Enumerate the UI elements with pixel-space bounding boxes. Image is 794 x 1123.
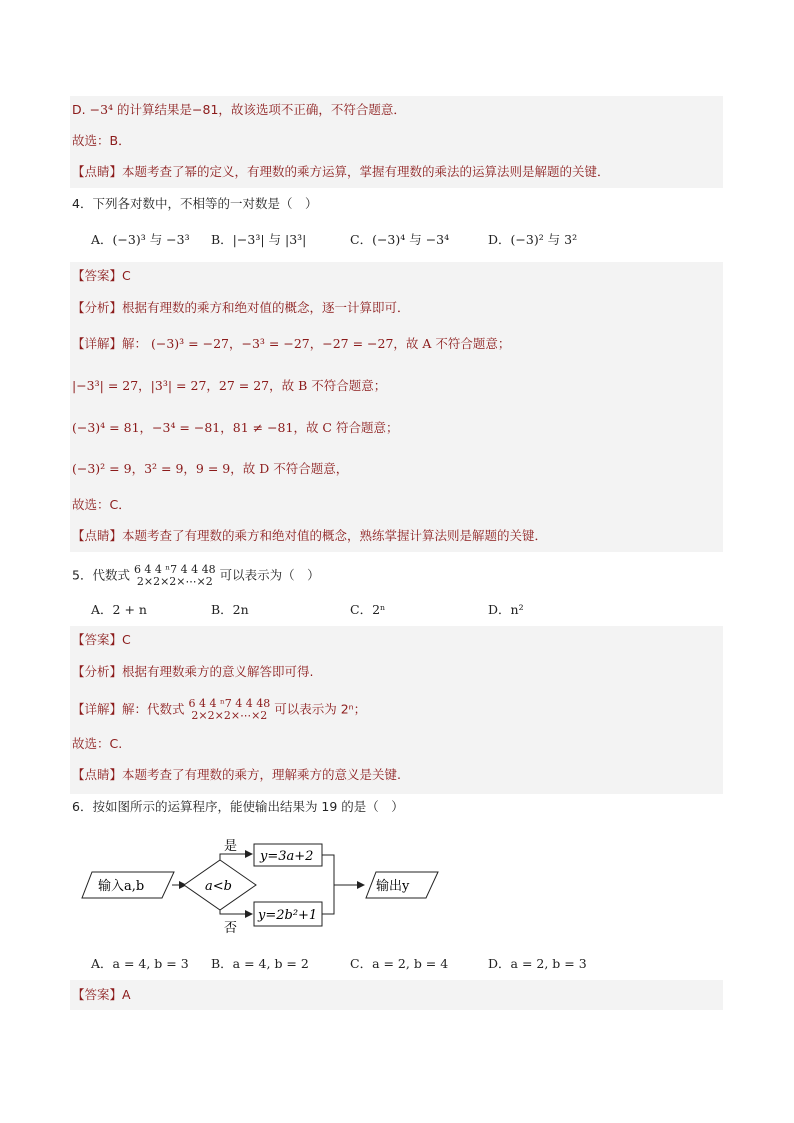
- flow-condition-label: a<b: [205, 879, 232, 894]
- q4-option-d: D．(−3)² 与 3²: [488, 232, 578, 247]
- q5-option-a: A．2 + n: [91, 602, 147, 617]
- q5-answer: 【答案】C: [72, 632, 131, 647]
- q6-option-d: D．a = 2, b = 3: [488, 956, 587, 971]
- q4-option-c: C．(−3)⁴ 与 −3⁴: [350, 232, 450, 247]
- top-choose: 故选：B．: [72, 133, 131, 148]
- q5-option-c: C．2ⁿ: [350, 602, 386, 617]
- q4-detail-4: (−3)² = 9，3² = 9，9 = 9，故 D 不符合题意，: [72, 461, 349, 476]
- top-line-d: D. −3⁴ 的计算结果是−81，故该选项不正确，不符合题意．: [72, 102, 406, 117]
- q5-fraction: 6 4 4 ⁿ7 4 4 48 2×2×2×⋯×2: [133, 563, 216, 588]
- flow-bottom-label: y=2b²+1: [258, 908, 318, 923]
- q6-option-a: A．a = 4, b = 3: [91, 956, 189, 971]
- q4-detail-3: (−3)⁴ = 81，−3⁴ = −81，81 ≠ −81，故 C 符合题意；: [72, 420, 399, 435]
- q4-detail-1: 【详解】解： (−3)³ = −27，−3³ = −27，−27 = −27，故 A 不符合题意；: [72, 336, 511, 351]
- flow-output-label: 输出y: [376, 879, 410, 894]
- q5-analysis: 【分析】根据有理数乘方的意义解答即可得.: [72, 664, 314, 679]
- q5-detail-fraction: 6 4 4 ⁿ7 4 4 48 2×2×2×⋯×2: [188, 697, 271, 722]
- q4-detail-2: |−3³| = 27，|3³| = 27，27 = 27，故 B 不符合题意；: [72, 378, 387, 393]
- q5-option-b: B．2n: [211, 602, 249, 617]
- flow-no-label: 否: [224, 921, 238, 936]
- q5-detail: 【详解】解：代数式 6 4 4 ⁿ7 4 4 48 2×2×2×⋯×2 可以表示为 2ⁿ；: [72, 697, 367, 722]
- q4-option-a: A．(−3)³ 与 −3³: [91, 232, 190, 247]
- flow-top-label: y=3a+2: [260, 849, 314, 864]
- q6-stem: 6．按如图所示的运算程序，能使输出结果为 19 的是（ ）: [72, 799, 404, 814]
- band-q6-answer: [70, 980, 723, 1010]
- q5-option-d: D．n²: [488, 602, 524, 617]
- q4-choose: 故选：C．: [72, 497, 131, 512]
- q4-option-b: B．|−3³| 与 |3³|: [211, 232, 307, 247]
- q6-option-b: B．a = 4, b = 2: [211, 956, 309, 971]
- q4-stem: 4．下列各对数中，不相等的一对数是（ ）: [72, 196, 318, 211]
- flow-input-label: 输入a,b: [98, 879, 145, 894]
- q6-answer: 【答案】A: [72, 987, 131, 1002]
- q4-analysis: 【分析】根据有理数的乘方和绝对值的概念，逐一计算即可．: [72, 300, 410, 315]
- flow-yes-label: 是: [224, 839, 238, 854]
- q4-comment: 【点睛】本题考查了有理数的乘方和绝对值的概念，熟练掌握计算法则是解题的关键．: [72, 528, 548, 543]
- q6-flowchart: [78, 832, 458, 942]
- q4-answer: 【答案】C: [72, 268, 131, 283]
- q5-choose: 故选：C.: [72, 736, 123, 751]
- q5-comment: 【点睛】本题考查了有理数的乘方，理解乘方的意义是关键.: [72, 767, 401, 782]
- q6-option-c: C．a = 2, b = 4: [350, 956, 449, 971]
- top-comment: 【点睛】本题考查了幂的定义，有理数的乘方运算，掌握有理数的乘法的运算法则是解题的关键．: [72, 164, 610, 179]
- q5-stem: 5．代数式 6 4 4 ⁿ7 4 4 48 2×2×2×⋯×2 可以表示为（ ）: [72, 563, 320, 588]
